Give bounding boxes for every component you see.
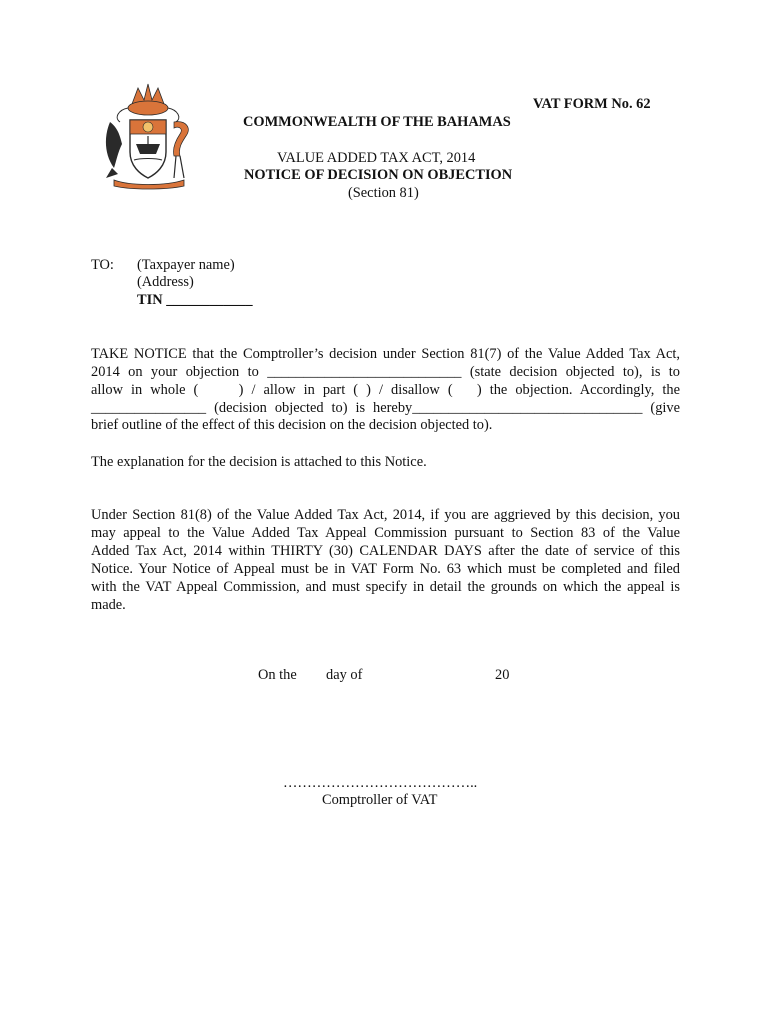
taxpayer-address: (Address) — [137, 274, 194, 290]
notice-line-1: TAKE NOTICE that the Comptroller’s decision under Section 81(7) of the Value Added Tax Act, — [91, 346, 680, 362]
to-label: TO: — [91, 257, 114, 273]
signatory-title: Comptroller of VAT — [322, 792, 438, 808]
form-number: VAT FORM No. 62 — [533, 96, 651, 112]
section-reference: (Section 81) — [348, 185, 419, 201]
appeal-line-2: may appeal to the Value Added Tax Appeal Commission pursuant to Section 83 of the Value — [91, 525, 680, 541]
notice-line-4: ________________ (decision objected to) is hereby________________________________ (give — [91, 400, 680, 416]
date-on-the: On the — [258, 667, 297, 683]
explanation-text: The explanation for the decision is attached to this Notice. — [91, 454, 427, 470]
notice-line-2: 2014 on your objection to ___________________________ (state decision objected to), is to — [91, 364, 680, 380]
coat-of-arms-icon — [100, 82, 196, 190]
notice-line-5: brief outline of the effect of this decision on the decision objected to). — [91, 417, 493, 433]
date-day-of: day of — [326, 667, 363, 683]
signature-line: ………………………………….. — [283, 775, 478, 791]
taxpayer-name: (Taxpayer name) — [137, 257, 235, 273]
tin-field: TIN ____________ — [137, 292, 253, 308]
appeal-line-6: made. — [91, 597, 126, 613]
notice-title: NOTICE OF DECISION ON OBJECTION — [244, 167, 513, 183]
act-heading: VALUE ADDED TAX ACT, 2014 — [277, 150, 476, 166]
notice-line-3: allow in whole ( ) / allow in part ( ) / disallow ( ) the objection. Accordingly, the — [91, 382, 680, 398]
appeal-line-4: Notice. Your Notice of Appeal must be in VAT Form No. 63 which must be completed and filed — [91, 561, 680, 577]
country-heading: COMMONWEALTH OF THE BAHAMAS — [243, 114, 511, 130]
appeal-line-1: Under Section 81(8) of the Value Added Tax Act, 2014, if you are aggrieved by this decision, you — [91, 507, 680, 523]
appeal-line-3: Added Tax Act, 2014 within THIRTY (30) CALENDAR DAYS after the date of service of this — [91, 543, 680, 559]
date-year: 20 — [495, 667, 510, 683]
appeal-line-5: with the VAT Appeal Commission, and must specify in detail the grounds on which the appeal is — [91, 579, 680, 595]
